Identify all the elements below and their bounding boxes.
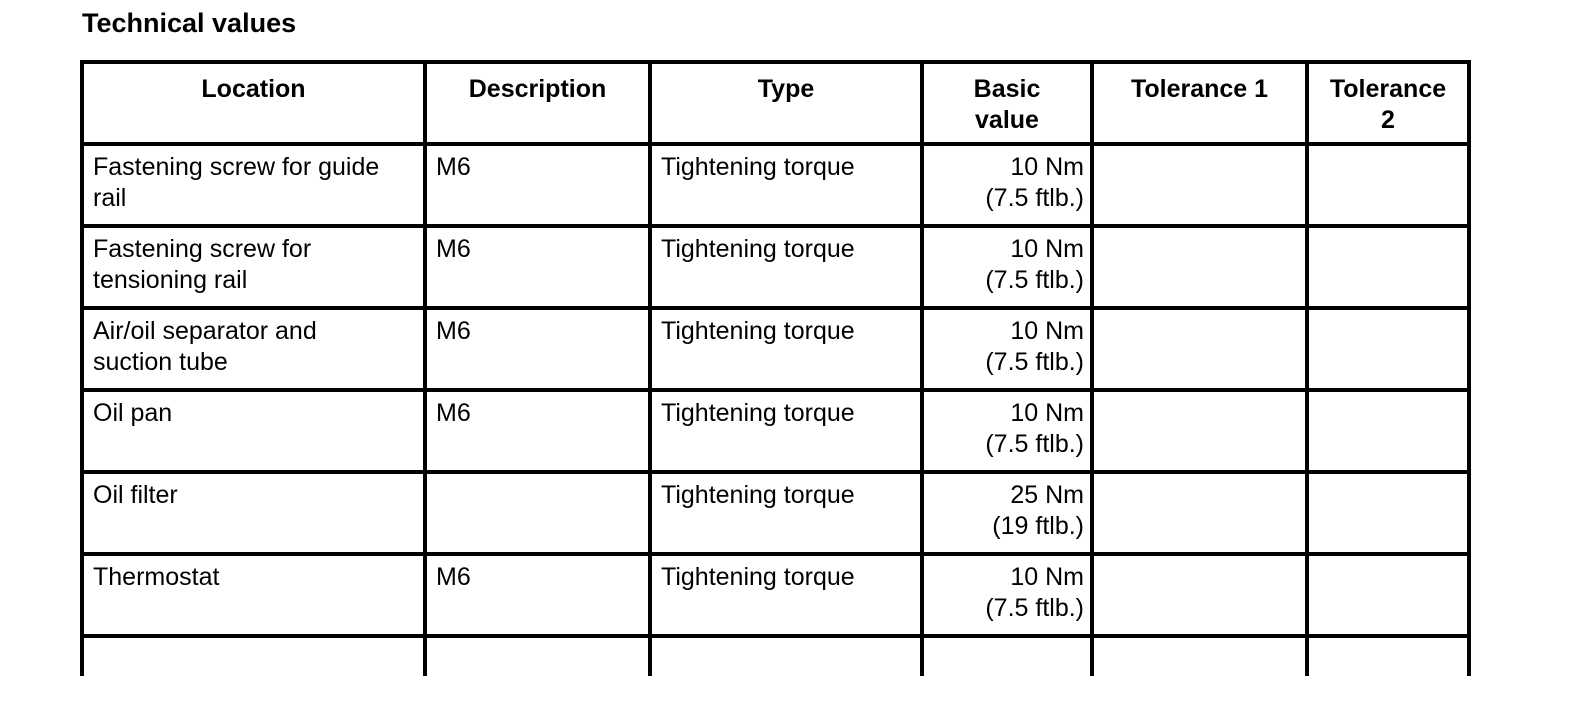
cell-description: M6	[425, 226, 650, 308]
table-row	[82, 390, 1469, 472]
cell-description: M6	[425, 554, 650, 636]
cell-empty	[1092, 636, 1307, 676]
cell-type: Tightening torque	[650, 308, 922, 390]
cell-empty	[922, 636, 1092, 676]
cell-description: M6	[425, 144, 650, 226]
cell-tolerance-2	[1307, 308, 1469, 390]
cell-type: Tightening torque	[650, 226, 922, 308]
cell-tolerance-2	[1307, 390, 1469, 472]
cell-tolerance-1	[1092, 308, 1307, 390]
cell-description	[425, 472, 650, 554]
cell-tolerance-1	[1092, 472, 1307, 554]
cell-tolerance-2	[1307, 226, 1469, 308]
cell-basic-value: 10 Nm (7.5 ftlb.)	[922, 144, 1092, 226]
header-tolerance-2: Tolerance 2	[1307, 62, 1469, 144]
header-type: Type	[650, 62, 922, 144]
cell-type: Tightening torque	[650, 554, 922, 636]
cell-tolerance-1	[1092, 226, 1307, 308]
header-basic-value: Basic value	[922, 62, 1092, 144]
table-header-row	[82, 62, 1469, 144]
cell-location: Fastening screw for guide rail	[82, 144, 425, 226]
table-row	[82, 308, 1469, 390]
cell-location: Oil filter	[82, 472, 425, 554]
cell-tolerance-1	[1092, 390, 1307, 472]
cell-basic-value: 10 Nm (7.5 ftlb.)	[922, 390, 1092, 472]
table-row	[82, 472, 1469, 554]
cell-tolerance-2	[1307, 144, 1469, 226]
table-row	[82, 554, 1469, 636]
cell-tolerance-1	[1092, 554, 1307, 636]
cell-type: Tightening torque	[650, 390, 922, 472]
cell-empty	[82, 636, 425, 676]
cell-basic-value: 10 Nm (7.5 ftlb.)	[922, 308, 1092, 390]
cell-empty	[1307, 636, 1469, 676]
cell-location: Air/oil separator and suction tube	[82, 308, 425, 390]
table-row	[82, 226, 1469, 308]
header-tolerance-1: Tolerance 1	[1092, 62, 1307, 144]
cell-location: Thermostat	[82, 554, 425, 636]
cell-empty	[425, 636, 650, 676]
technical-values-table	[80, 60, 1471, 676]
cell-location: Fastening screw for tensioning rail	[82, 226, 425, 308]
cell-basic-value: 25 Nm (19 ftlb.)	[922, 472, 1092, 554]
cell-basic-value: 10 Nm (7.5 ftlb.)	[922, 554, 1092, 636]
table-row-continuation	[82, 636, 1469, 676]
cell-location: Oil pan	[82, 390, 425, 472]
page-title: Technical values	[82, 8, 297, 38]
cell-type: Tightening torque	[650, 472, 922, 554]
cell-empty	[650, 636, 922, 676]
table-row	[82, 144, 1469, 226]
cell-tolerance-2	[1307, 554, 1469, 636]
cell-tolerance-1	[1092, 144, 1307, 226]
header-location: Location	[82, 62, 425, 144]
cell-description: M6	[425, 390, 650, 472]
cell-tolerance-2	[1307, 472, 1469, 554]
cell-basic-value: 10 Nm (7.5 ftlb.)	[922, 226, 1092, 308]
cell-description: M6	[425, 308, 650, 390]
header-description: Description	[425, 62, 650, 144]
cell-type: Tightening torque	[650, 144, 922, 226]
